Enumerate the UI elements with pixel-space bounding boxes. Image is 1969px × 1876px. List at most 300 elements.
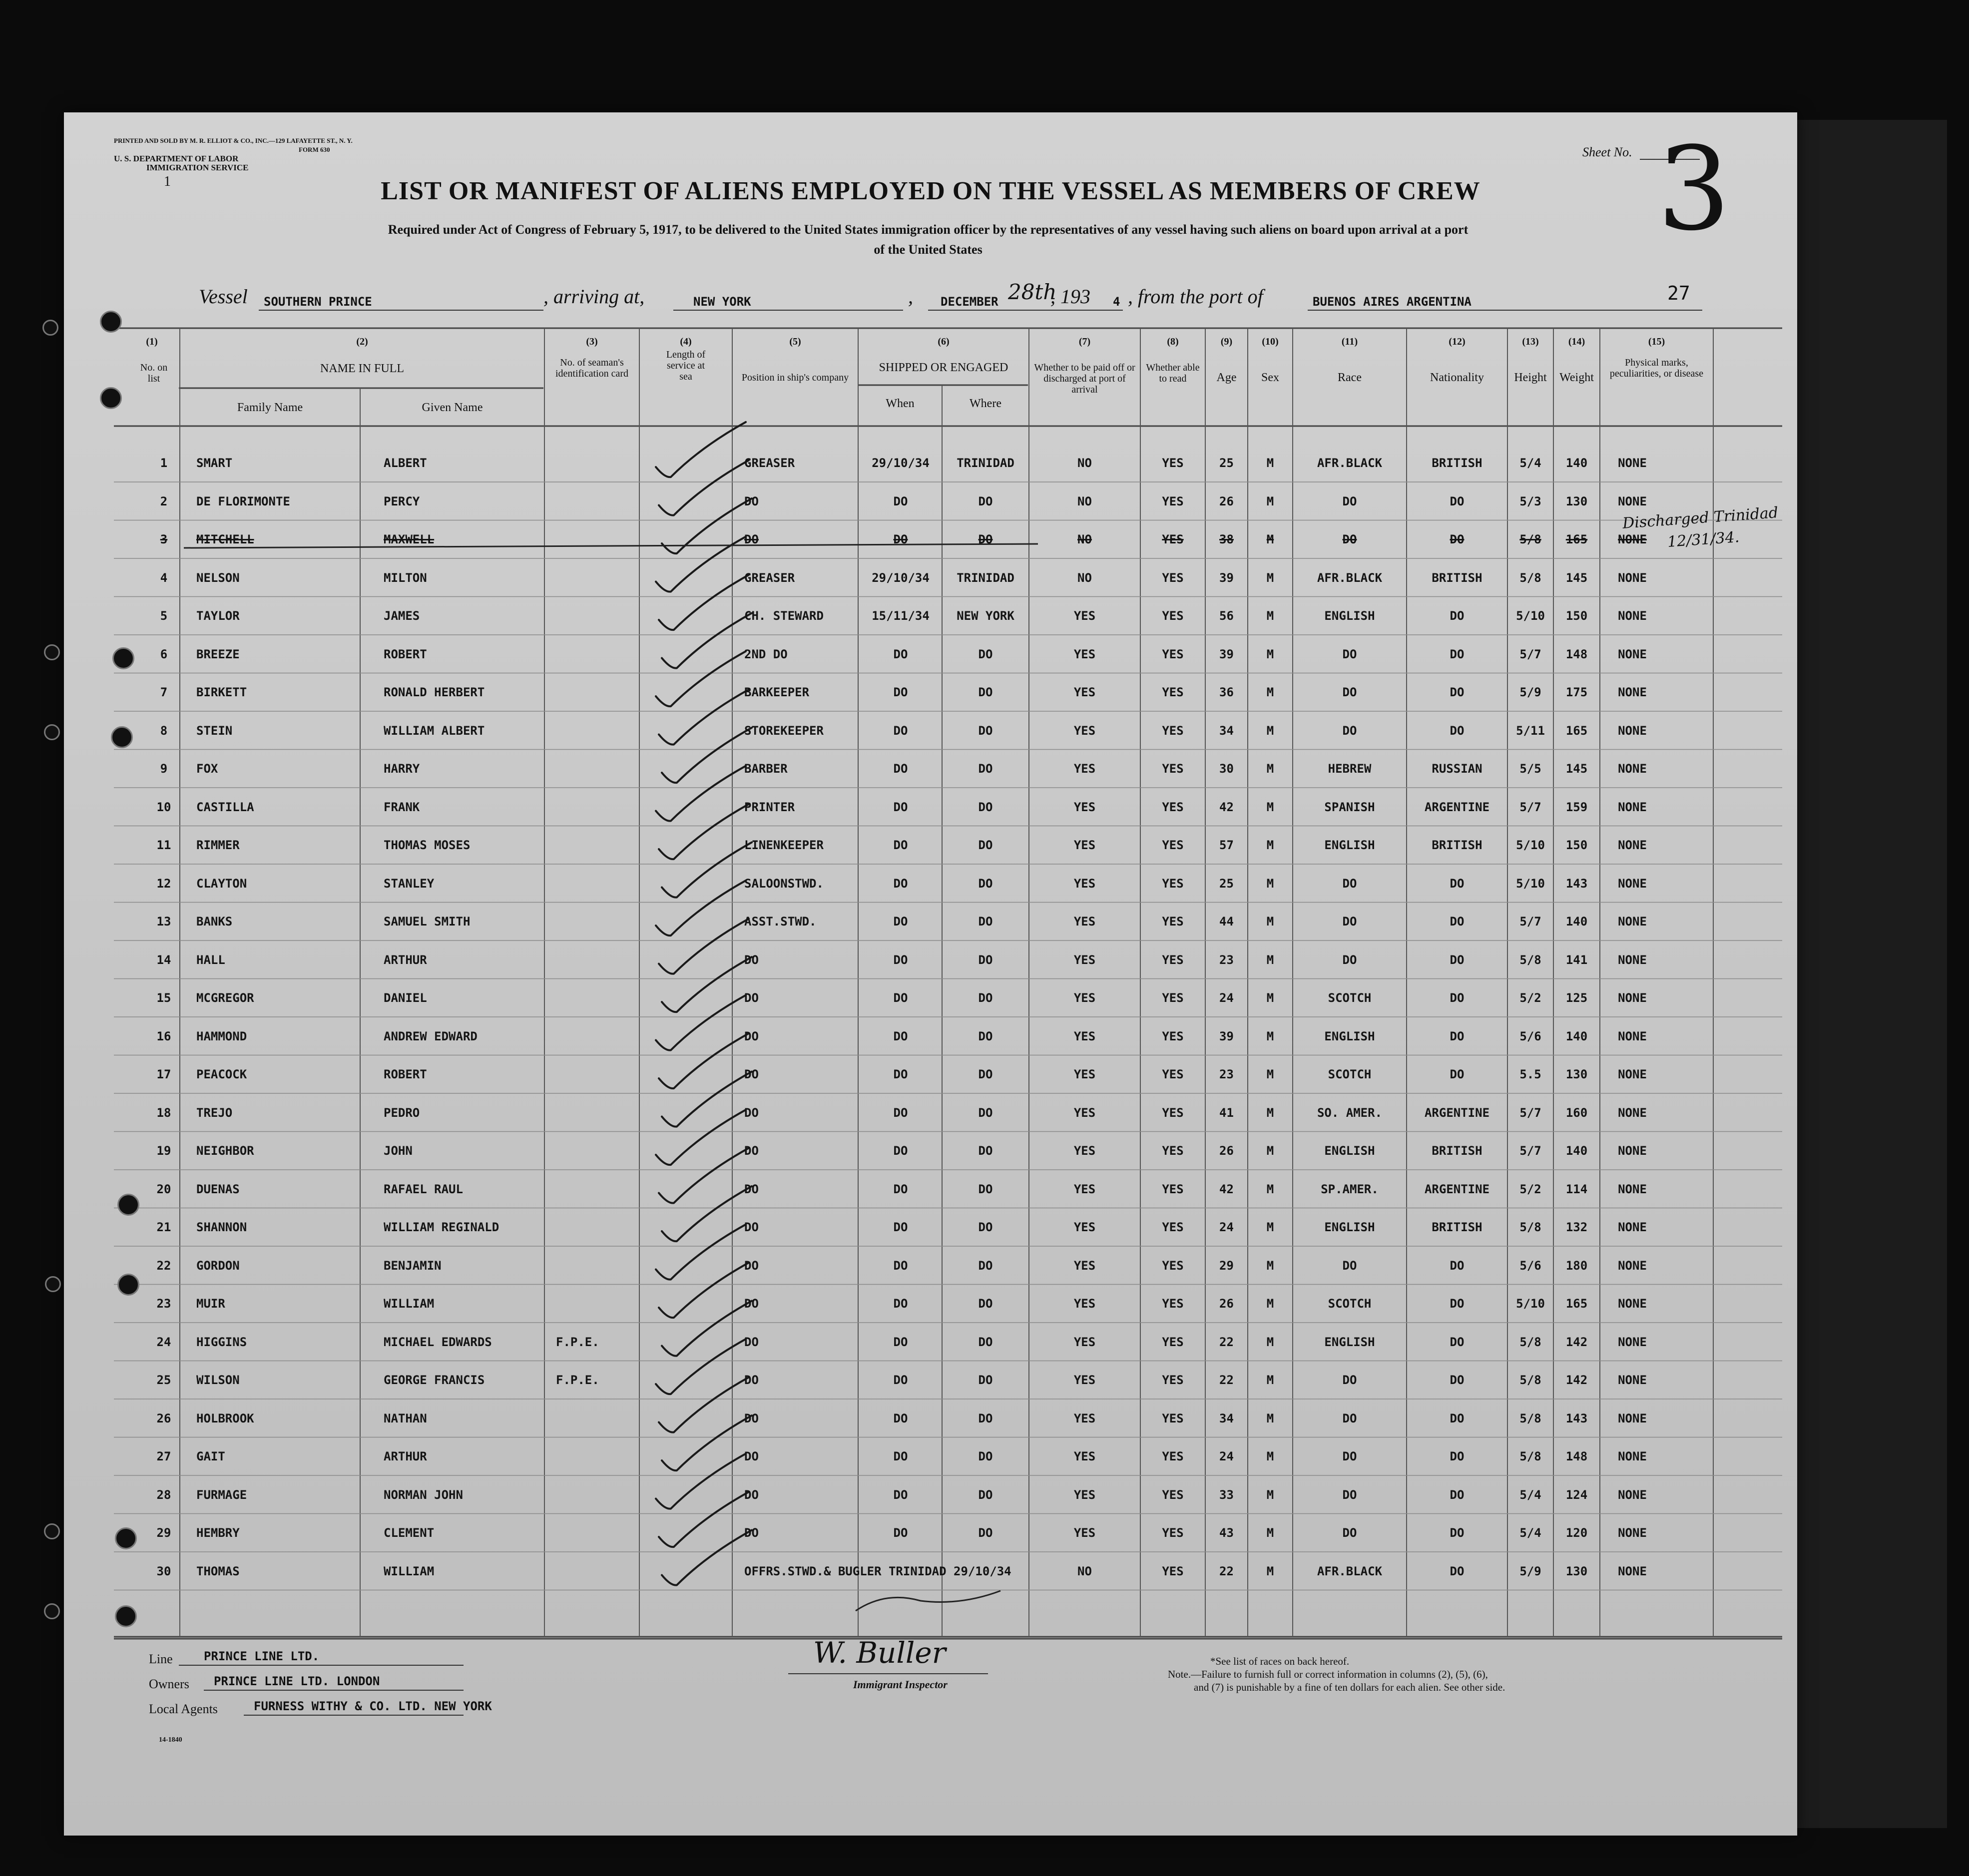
- cell-height: 5/9: [1519, 1564, 1541, 1578]
- cell-when: DO: [893, 1373, 908, 1387]
- cell-read: YES: [1162, 1067, 1184, 1081]
- col9-number: (9): [1220, 336, 1233, 347]
- cell-given: WILLIAM: [384, 1297, 435, 1311]
- cell-paid: YES: [1073, 723, 1096, 738]
- cell-when: DO: [893, 915, 908, 929]
- binder-hole: [115, 1527, 137, 1549]
- cell-paid: NO: [1077, 1564, 1092, 1578]
- cell-sex: M: [1266, 1144, 1274, 1158]
- cell-nationality: BRITISH: [1432, 838, 1482, 852]
- cell-given: NORMAN JOHN: [384, 1487, 463, 1502]
- col11-header: Race: [1338, 371, 1362, 384]
- cell-weight: 180: [1565, 1258, 1588, 1273]
- cell-nationality: DO: [1450, 1258, 1465, 1273]
- cell-paid: YES: [1073, 609, 1096, 623]
- cell-when: DO: [893, 1411, 908, 1425]
- discharge-annotation-line-1: Discharged Trinidad: [1622, 504, 1779, 532]
- cell-weight: 145: [1565, 762, 1588, 776]
- col12-header: Nationality: [1430, 371, 1484, 384]
- cell-read: YES: [1162, 1449, 1184, 1463]
- manifest-sheet: [64, 112, 1797, 1836]
- cell-race: SCOTCH: [1328, 1297, 1372, 1311]
- cell-sex: M: [1266, 609, 1274, 623]
- col12-number: (12): [1449, 336, 1466, 347]
- cell-when: DO: [893, 952, 908, 967]
- col1-number: (1): [146, 336, 158, 347]
- cell-when: DO: [893, 1487, 908, 1502]
- cell-when: DO: [893, 838, 908, 852]
- col2-number: (2): [356, 336, 368, 347]
- cell-read: YES: [1162, 570, 1184, 585]
- cell-nationality: DO: [1450, 876, 1465, 891]
- cell-sex: M: [1266, 1411, 1274, 1425]
- cell-sex: M: [1266, 1029, 1274, 1043]
- cell-sex: M: [1266, 570, 1274, 585]
- cell-marks: NONE: [1618, 800, 1647, 814]
- cell-height: 5/8: [1519, 1373, 1541, 1387]
- cell-marks: NONE: [1618, 456, 1647, 470]
- cell-marks: NONE: [1618, 494, 1647, 508]
- cell-family: DE FLORIMONTE: [196, 494, 290, 508]
- cell-no: 10: [156, 800, 171, 814]
- cell-height: 5/10: [1516, 609, 1545, 623]
- cell-family: CLAYTON: [196, 876, 247, 891]
- col13-header: Height: [1514, 371, 1547, 384]
- cell-position: DO: [744, 1373, 759, 1387]
- cell-read: YES: [1162, 1029, 1184, 1043]
- binder-hole: [44, 1603, 60, 1619]
- col7-header: Whether to be paid off or discharged at port of arrival: [1034, 362, 1135, 395]
- cell-nationality: BRITISH: [1432, 1144, 1482, 1158]
- cell-marks: NONE: [1618, 1297, 1647, 1311]
- form-code: 14-1840: [159, 1736, 182, 1744]
- cell-age: 22: [1219, 1373, 1234, 1387]
- line-underline: [179, 1665, 464, 1666]
- cell-weight: 175: [1565, 685, 1588, 699]
- cell-height: 5/2: [1519, 991, 1541, 1005]
- cell-age: 30: [1219, 762, 1234, 776]
- cell-when: 15/11/34: [872, 609, 930, 623]
- cell-race: AFR.BLACK: [1317, 1564, 1383, 1578]
- cell-position: LINENKEEPER: [744, 838, 824, 852]
- cell-marks: NONE: [1618, 1258, 1647, 1273]
- inspector-underline: [788, 1673, 988, 1674]
- cell-sex: M: [1266, 494, 1274, 508]
- cell-height: 5/8: [1519, 1411, 1541, 1425]
- cell-position: DO: [744, 991, 759, 1005]
- col6-number: (6): [938, 336, 950, 347]
- cell-nationality: DO: [1450, 991, 1465, 1005]
- cell-paid: YES: [1073, 1105, 1096, 1120]
- cell-nationality: DO: [1450, 915, 1465, 929]
- cell-given: HARRY: [384, 762, 420, 776]
- cell-marks: NONE: [1618, 952, 1647, 967]
- binder-hole: [44, 644, 60, 660]
- cell-given: ROBERT: [384, 647, 427, 661]
- cell-where: DO: [978, 800, 993, 814]
- cell-height: 5/8: [1519, 952, 1541, 967]
- cell-paid: YES: [1073, 1487, 1096, 1502]
- cell-age: 23: [1219, 952, 1234, 967]
- cell-where: DO: [978, 1258, 993, 1273]
- cell-age: 24: [1219, 1220, 1234, 1234]
- cell-weight: 130: [1565, 1564, 1588, 1578]
- cell-height: 5/10: [1516, 876, 1545, 891]
- cell-family: TREJO: [196, 1105, 233, 1120]
- cell-given: SAMUEL SMITH: [384, 915, 471, 929]
- cell-nationality: DO: [1450, 1564, 1465, 1578]
- cell-when: DO: [893, 1258, 908, 1273]
- cell-position: DO: [744, 1029, 759, 1043]
- cell-no: 24: [156, 1335, 171, 1349]
- cell-paid: YES: [1073, 991, 1096, 1005]
- cell-read: YES: [1162, 685, 1184, 699]
- service-checkmark: [662, 957, 752, 1012]
- col4-header: Length of service at sea: [666, 349, 706, 382]
- cell-paid: YES: [1073, 952, 1096, 967]
- cell-when: 29/10/34: [872, 570, 930, 585]
- cell-position: DO: [744, 1297, 759, 1311]
- cell-nationality: DO: [1450, 1526, 1465, 1540]
- col4-number: (4): [680, 336, 692, 347]
- cell-given: WILLIAM REGINALD: [384, 1220, 499, 1234]
- cell-no: 30: [156, 1564, 171, 1578]
- cell-weight: 148: [1565, 647, 1588, 661]
- cell-given: MICHAEL EDWARDS: [384, 1335, 492, 1349]
- cell-no: 3: [160, 532, 168, 546]
- cell-age: 43: [1219, 1526, 1234, 1540]
- cell-where: DO: [978, 838, 993, 852]
- binder-hole: [115, 1605, 137, 1627]
- cell-marks: NONE: [1618, 1220, 1647, 1234]
- cell-marks: NONE: [1618, 1067, 1647, 1081]
- cell-read: YES: [1162, 456, 1184, 470]
- cell-family: FURMAGE: [196, 1487, 247, 1502]
- cell-height: 5/10: [1516, 838, 1545, 852]
- binder-hole: [100, 387, 122, 409]
- cell-when: DO: [893, 1067, 908, 1081]
- service-checkmark: [662, 1072, 752, 1127]
- cell-paid: YES: [1073, 1373, 1096, 1387]
- from-port-label: , from the port of: [1128, 285, 1263, 308]
- cell-position: DO: [744, 1067, 759, 1081]
- cell-family: BREEZE: [196, 647, 240, 661]
- cell-paid: YES: [1073, 1526, 1096, 1540]
- col14-number: (14): [1568, 336, 1585, 347]
- cell-no: 14: [156, 952, 171, 967]
- col6b-header: Where: [970, 397, 1001, 410]
- cell-sex: M: [1266, 685, 1274, 699]
- service-checkmark: [662, 728, 752, 783]
- cell-age: 44: [1219, 915, 1234, 929]
- cell-paid: YES: [1073, 1449, 1096, 1463]
- inspector-label: Immigrant Inspector: [853, 1678, 948, 1691]
- cell-no: 29: [156, 1526, 171, 1540]
- binder-hole: [44, 1523, 60, 1539]
- cell-family: STEIN: [196, 723, 233, 738]
- cell-family: CASTILLA: [196, 800, 254, 814]
- cell-marks: NONE: [1618, 915, 1647, 929]
- cell-given: ROBERT: [384, 1067, 427, 1081]
- cell-age: 56: [1219, 609, 1234, 623]
- cell-age: 26: [1219, 494, 1234, 508]
- col10-header: Sex: [1261, 371, 1279, 384]
- cell-card: F.P.E.: [556, 1335, 599, 1349]
- cell-family: BANKS: [196, 915, 233, 929]
- cell-read: YES: [1162, 1564, 1184, 1578]
- cell-marks: NONE: [1618, 1564, 1647, 1578]
- cell-height: 5/7: [1519, 1105, 1541, 1120]
- cell-marks: NONE: [1618, 1487, 1647, 1502]
- cell-position: PRINTER: [744, 800, 795, 814]
- cell-nationality: DO: [1450, 1067, 1465, 1081]
- cell-family: GAIT: [196, 1449, 225, 1463]
- cell-sex: M: [1266, 1335, 1274, 1349]
- col13-number: (13): [1522, 336, 1539, 347]
- cell-where: NEW YORK: [957, 609, 1014, 623]
- cell-given: RONALD HERBERT: [384, 685, 485, 699]
- cell-position: GREASER: [744, 456, 795, 470]
- cell-family: GORDON: [196, 1258, 240, 1273]
- subtitle-line-1: Required under Act of Congress of February 5, 1917, to be delivered to the United States immigration officer by the representatives of any vessel having such aliens on board upon arrival at a port: [388, 222, 1469, 237]
- cell-nationality: ARGENTINE: [1424, 1182, 1490, 1196]
- cell-no: 9: [160, 762, 168, 776]
- cell-height: 5/10: [1516, 1297, 1545, 1311]
- col6-header: SHIPPED OR ENGAGED: [879, 361, 1008, 374]
- cell-age: 26: [1219, 1297, 1234, 1311]
- cell-position: OFFRS.STWD.& BUGLER TRINIDAD 29/10/34: [744, 1564, 1011, 1578]
- cell-sex: M: [1266, 762, 1274, 776]
- cell-position: 2ND DO: [744, 647, 788, 661]
- year-prefix: , 193: [1050, 285, 1090, 308]
- cell-when: DO: [893, 876, 908, 891]
- cell-family: PEACOCK: [196, 1067, 247, 1081]
- cell-weight: 145: [1565, 570, 1588, 585]
- cell-read: YES: [1162, 723, 1184, 738]
- cell-marks: NONE: [1618, 1449, 1647, 1463]
- cell-position: GREASER: [744, 570, 795, 585]
- cell-paid: YES: [1073, 1297, 1096, 1311]
- cell-age: 22: [1219, 1335, 1234, 1349]
- cell-given: BENJAMIN: [384, 1258, 442, 1273]
- cell-where: DO: [978, 876, 993, 891]
- cell-no: 5: [160, 609, 168, 623]
- cell-family: MCGREGOR: [196, 991, 254, 1005]
- cell-height: 5/7: [1519, 915, 1541, 929]
- cell-where: DO: [978, 1411, 993, 1425]
- cell-paid: YES: [1073, 838, 1096, 852]
- cell-paid: YES: [1073, 685, 1096, 699]
- cell-read: YES: [1162, 952, 1184, 967]
- cell-given: ALBERT: [384, 456, 427, 470]
- cell-age: 42: [1219, 1182, 1234, 1196]
- col2a-header: Family Name: [237, 401, 303, 414]
- cell-where: DO: [978, 647, 993, 661]
- cell-given: RAFAEL RAUL: [384, 1182, 463, 1196]
- col3-number: (3): [586, 336, 598, 347]
- cell-paid: YES: [1073, 1335, 1096, 1349]
- cell-race: HEBREW: [1328, 762, 1372, 776]
- cell-weight: 142: [1565, 1335, 1588, 1349]
- cell-given: THOMAS MOSES: [384, 838, 471, 852]
- cell-age: 22: [1219, 1564, 1234, 1578]
- service-checkmark: [662, 1530, 752, 1585]
- cell-when: DO: [893, 1220, 908, 1234]
- cell-read: YES: [1162, 1258, 1184, 1273]
- cell-where: DO: [978, 1526, 993, 1540]
- cell-read: YES: [1162, 1105, 1184, 1120]
- cell-paid: YES: [1073, 1144, 1096, 1158]
- cell-no: 27: [156, 1449, 171, 1463]
- cell-paid: YES: [1073, 1220, 1096, 1234]
- cell-marks: NONE: [1618, 723, 1647, 738]
- cell-race: AFR.BLACK: [1317, 570, 1383, 585]
- cell-when: DO: [893, 647, 908, 661]
- cell-where: DO: [978, 1144, 993, 1158]
- cell-marks: NONE: [1618, 647, 1647, 661]
- cell-read: YES: [1162, 532, 1184, 546]
- cell-no: 28: [156, 1487, 171, 1502]
- cell-weight: 142: [1565, 1373, 1588, 1387]
- cell-age: 34: [1219, 1411, 1234, 1425]
- binder-hole: [111, 726, 133, 748]
- cell-where: DO: [978, 991, 993, 1005]
- cell-nationality: DO: [1450, 723, 1465, 738]
- cell-paid: NO: [1077, 532, 1092, 546]
- cell-position: CH. STEWARD: [744, 609, 824, 623]
- cell-weight: 125: [1565, 991, 1588, 1005]
- cell-weight: 150: [1565, 609, 1588, 623]
- cell-weight: 150: [1565, 838, 1588, 852]
- cell-paid: YES: [1073, 876, 1096, 891]
- owners-underline: [204, 1690, 464, 1691]
- cell-marks: NONE: [1618, 838, 1647, 852]
- cell-race: ENGLISH: [1324, 1029, 1375, 1043]
- cell-family: THOMAS: [196, 1564, 240, 1578]
- col8-header: Whether able to read: [1146, 362, 1200, 384]
- cell-race: SCOTCH: [1328, 991, 1372, 1005]
- cell-where: DO: [978, 494, 993, 508]
- cell-no: 23: [156, 1297, 171, 1311]
- cell-age: 24: [1219, 1449, 1234, 1463]
- cell-position: STOREKEEPER: [744, 723, 824, 738]
- binder-hole: [117, 1194, 139, 1216]
- cell-read: YES: [1162, 1144, 1184, 1158]
- cell-race: AFR.BLACK: [1317, 456, 1383, 470]
- printer-line: PRINTED AND SOLD BY M. R. ELLIOT & CO., INC.—129 LAFAYETTE ST., N. Y.: [114, 137, 353, 144]
- binder-hole: [112, 647, 134, 669]
- cell-no: 1: [160, 456, 168, 470]
- cell-sex: M: [1266, 1258, 1274, 1273]
- cell-given: WILLIAM: [384, 1564, 435, 1578]
- cell-given: MAXWELL: [384, 532, 435, 546]
- cell-race: DO: [1342, 723, 1357, 738]
- cell-height: 5/8: [1519, 1449, 1541, 1463]
- cell-position: DO: [744, 532, 759, 546]
- cell-read: YES: [1162, 915, 1184, 929]
- cell-race: DO: [1342, 494, 1357, 508]
- cell-when: DO: [893, 685, 908, 699]
- owners-label: Owners: [149, 1677, 189, 1691]
- sheet-label: Sheet No.: [1582, 145, 1632, 159]
- cell-nationality: ARGENTINE: [1424, 800, 1490, 814]
- discharge-annotation-line-2: 12/31/34.: [1666, 528, 1740, 551]
- cell-given: MILTON: [384, 570, 427, 585]
- cell-height: 5/3: [1519, 494, 1541, 508]
- cell-given: CLEMENT: [384, 1526, 435, 1540]
- cell-nationality: DO: [1450, 1029, 1465, 1043]
- cell-height: 5/4: [1519, 1487, 1541, 1502]
- mark-one: 1: [164, 174, 171, 189]
- cell-read: YES: [1162, 762, 1184, 776]
- cell-where: DO: [978, 723, 993, 738]
- line-value: PRINCE LINE LTD.: [204, 1649, 320, 1663]
- cell-given: ARTHUR: [384, 952, 427, 967]
- cell-when: DO: [893, 1335, 908, 1349]
- cell-weight: 140: [1565, 1029, 1588, 1043]
- cell-read: YES: [1162, 1373, 1184, 1387]
- cell-age: 24: [1219, 991, 1234, 1005]
- cell-position: DO: [744, 1526, 759, 1540]
- cell-no: 16: [156, 1029, 171, 1043]
- cell-given: WILLIAM ALBERT: [384, 723, 485, 738]
- cell-family: WILSON: [196, 1373, 240, 1387]
- cell-sex: M: [1266, 991, 1274, 1005]
- cell-no: 13: [156, 915, 171, 929]
- cell-height: 5/7: [1519, 1144, 1541, 1158]
- cell-height: 5/7: [1519, 647, 1541, 661]
- cell-paid: YES: [1073, 1067, 1096, 1081]
- cell-position: DO: [744, 1411, 759, 1425]
- origin-port: BUENOS AIRES ARGENTINA: [1313, 295, 1472, 309]
- cell-nationality: BRITISH: [1432, 570, 1482, 585]
- cell-sex: M: [1266, 723, 1274, 738]
- scanner-edge: [1797, 120, 1947, 1828]
- cell-paid: YES: [1073, 647, 1096, 661]
- cell-age: 39: [1219, 1029, 1234, 1043]
- cell-race: ENGLISH: [1324, 838, 1375, 852]
- cell-weight: 140: [1565, 456, 1588, 470]
- cell-age: 33: [1219, 1487, 1234, 1502]
- service-checkmark: [662, 843, 752, 898]
- cell-height: 5/7: [1519, 800, 1541, 814]
- cell-given: PERCY: [384, 494, 420, 508]
- cell-family: BIRKETT: [196, 685, 247, 699]
- cell-age: 57: [1219, 838, 1234, 852]
- cell-when: DO: [893, 800, 908, 814]
- cell-family: DUENAS: [196, 1182, 240, 1196]
- cell-position: DO: [744, 1144, 759, 1158]
- cell-age: 25: [1219, 876, 1234, 891]
- col10-number: (10): [1262, 336, 1279, 347]
- cell-when: 29/10/34: [872, 456, 930, 470]
- cell-weight: 124: [1565, 1487, 1588, 1502]
- cell-sex: M: [1266, 1373, 1274, 1387]
- cell-no: 8: [160, 723, 168, 738]
- cell-paid: YES: [1073, 1029, 1096, 1043]
- cell-sex: M: [1266, 915, 1274, 929]
- cell-nationality: DO: [1450, 609, 1465, 623]
- col3-header: No. of seaman's identification card: [555, 357, 629, 379]
- cell-position: DO: [744, 1220, 759, 1234]
- agents-value: FURNESS WITHY & CO. LTD. NEW YORK: [254, 1699, 492, 1713]
- cell-family: SHANNON: [196, 1220, 247, 1234]
- cell-weight: 148: [1565, 1449, 1588, 1463]
- col7-number: (7): [1078, 336, 1091, 347]
- cell-sex: M: [1266, 1182, 1274, 1196]
- cell-race: ENGLISH: [1324, 1220, 1375, 1234]
- col6a-header: When: [886, 397, 915, 410]
